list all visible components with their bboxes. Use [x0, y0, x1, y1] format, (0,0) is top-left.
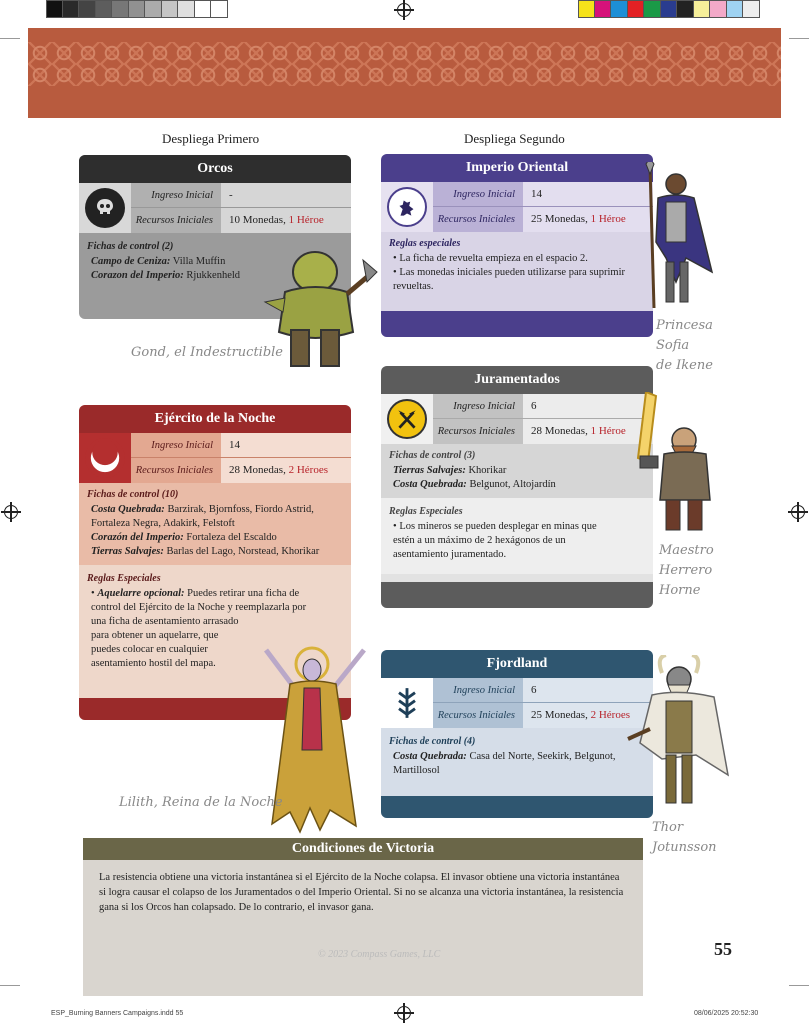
entry-label: Ingreso Inicial: [131, 183, 221, 208]
faction-title: Ejército de la Noche: [79, 405, 351, 433]
caption-lilith: Lilith, Reina de la Noche: [119, 795, 283, 810]
control-title: Fichas de control (3): [389, 450, 476, 461]
entry-value: 6: [523, 678, 653, 703]
rules-title: Reglas Especiales: [389, 506, 463, 517]
victory-text: La resistencia obtiene una victoria instantánea si el Ejército de la Noche colapsa. El invasor obtiene una victoria instantánea si logra causar el colapso de los Juramentados o del Imperio Oriental. Si no se alcanza una victoria instantánea, la resistencia gana si los Orcos han colapsado. De lo contrario, el invasor gana.: [99, 872, 624, 913]
entry-value: 6: [523, 394, 653, 419]
dwarf-smith-hero-illustration: [626, 392, 721, 540]
rules-list: • Los mineros se pueden desplegar en minas que estén a un máximo de 2 hexágonos de un asentamiento juramentado.: [389, 520, 645, 562]
thor-hero-illustration: [626, 655, 731, 815]
resources-label: Recursos Iniciales: [135, 215, 213, 226]
control-title: Fichas de control (2): [87, 241, 174, 252]
entry-value: 14: [523, 182, 653, 207]
resources-value: 10 Monedas, 1 Héroe: [229, 214, 324, 226]
registration-mark-left: [4, 505, 18, 519]
resources-label: Recursos Iniciales: [135, 465, 213, 476]
card-footer-band: [381, 582, 653, 608]
crop-mark: [0, 38, 20, 39]
rules-title: Reglas especiales: [389, 238, 461, 249]
caption-sofia: Princesa Sofia de Ikene: [656, 318, 713, 373]
crescent-moon-icon: [85, 438, 125, 478]
faction-title: Juramentados: [381, 366, 653, 394]
registration-mark-top: [397, 3, 411, 17]
rules-list: • Aquelarre opcional: Puedes retirar una ficha de control del Ejército de la Noche y reemplazarla por una ficha de asentamiento arrasado para obtener un aquelarre, que puedes colocar en cualquier asentamiento hostil del mapa.: [87, 587, 343, 671]
resources-value: 28 Monedas, 1 Héroe: [531, 425, 626, 437]
registration-mark-right: [791, 505, 805, 519]
caption-thor: Thor Jotunsson: [652, 820, 717, 855]
caption-horne: Maestro Herrero Horne: [659, 543, 714, 598]
resources-value: 25 Monedas, 2 Héroes: [531, 709, 630, 721]
slug-file: ESP_Burning Banners Campaigns.indd 55: [51, 1010, 184, 1017]
column-heading-second: Despliega Segundo: [464, 131, 565, 146]
faction-emblem: [381, 182, 433, 232]
victory-conditions-panel: [83, 838, 643, 996]
caption-gond: Gond, el Indestructible: [131, 345, 283, 360]
faction-title: Fjordland: [381, 650, 653, 678]
entry-label: Ingreso Inicial: [131, 433, 221, 458]
snowflake-rune-icon: [387, 683, 427, 723]
resources-label: Recursos Iniciales: [437, 710, 515, 721]
control-title: Fichas de control (10): [87, 489, 179, 500]
control-list: Campo de Ceniza: Villa Muffin Corazon del Imperio: Rjukkenheld: [91, 256, 241, 281]
skull-icon: [85, 188, 125, 228]
resources-label: Recursos Iniciales: [437, 214, 515, 225]
faction-card-fjordland: [381, 650, 653, 818]
crossed-hammers-icon: [387, 399, 427, 439]
color-bar: [578, 0, 760, 18]
rules-title: Reglas Especiales: [87, 573, 161, 584]
resources-value: 28 Monedas, 2 Héroes: [229, 464, 328, 476]
resources-label: Recursos Iniciales: [437, 426, 515, 437]
faction-emblem: [381, 678, 433, 728]
entry-value: -: [221, 183, 351, 208]
faction-title: Imperio Oriental: [381, 154, 653, 182]
slug-timestamp: 08/06/2025 20:52:30: [694, 1010, 759, 1017]
control-list: Tierras Salvajes: Khorikar Costa Quebrada: Belgunot, Altojardín: [393, 465, 556, 490]
resources-value: 25 Monedas, 1 Héroe: [531, 213, 626, 225]
crop-mark: [789, 38, 809, 39]
celtic-knot-pattern: [28, 42, 781, 86]
faction-title: Orcos: [79, 155, 351, 183]
grayscale-bar: [46, 0, 228, 18]
faction-card-juramentados: [381, 366, 653, 608]
copyright: © 2023 Compass Games, LLC: [318, 949, 441, 960]
card-footer-band: [381, 796, 653, 818]
victory-title: Condiciones de Victoria: [83, 838, 643, 860]
header-banner: [28, 28, 781, 118]
faction-emblem: [79, 433, 131, 483]
faction-card-imperio-oriental: [381, 154, 653, 337]
control-title: Fichas de control (4): [389, 736, 476, 747]
lion-icon: [387, 187, 427, 227]
entry-label: Ingreso Inicial: [433, 182, 523, 207]
entry-value: 14: [221, 433, 351, 458]
page-number: 55: [714, 939, 732, 959]
faction-emblem: [381, 394, 433, 444]
control-list: Costa Quebrada: Barzirak, Bjornfoss, Fiordo Astrid, Fortaleza Negra, Adakirk, Felstoft Corazón del Imperio: Fortaleza del Escaldo Tierras Salvajes: Barlas del Lago, Norstead, Khorikar: [91, 504, 320, 557]
rules-list: • La ficha de revuelta empieza en el espacio 2. • Las monedas iniciales pueden utilizarse para suprimir revueltas.: [389, 252, 645, 294]
crop-mark: [0, 985, 20, 986]
entry-label: Ingreso Inicial: [433, 678, 523, 703]
faction-emblem: [79, 183, 131, 233]
control-list: Costa Quebrada: Casa del Norte, Seekirk, Belgunot, Martillosol: [393, 751, 616, 776]
card-footer-band: [381, 311, 653, 337]
princess-hero-illustration: [636, 162, 716, 312]
column-heading-first: Despliega Primero: [162, 131, 260, 146]
entry-label: Ingreso Inicial: [433, 394, 523, 419]
registration-mark-bottom: [397, 1006, 411, 1020]
crop-mark: [789, 985, 809, 986]
